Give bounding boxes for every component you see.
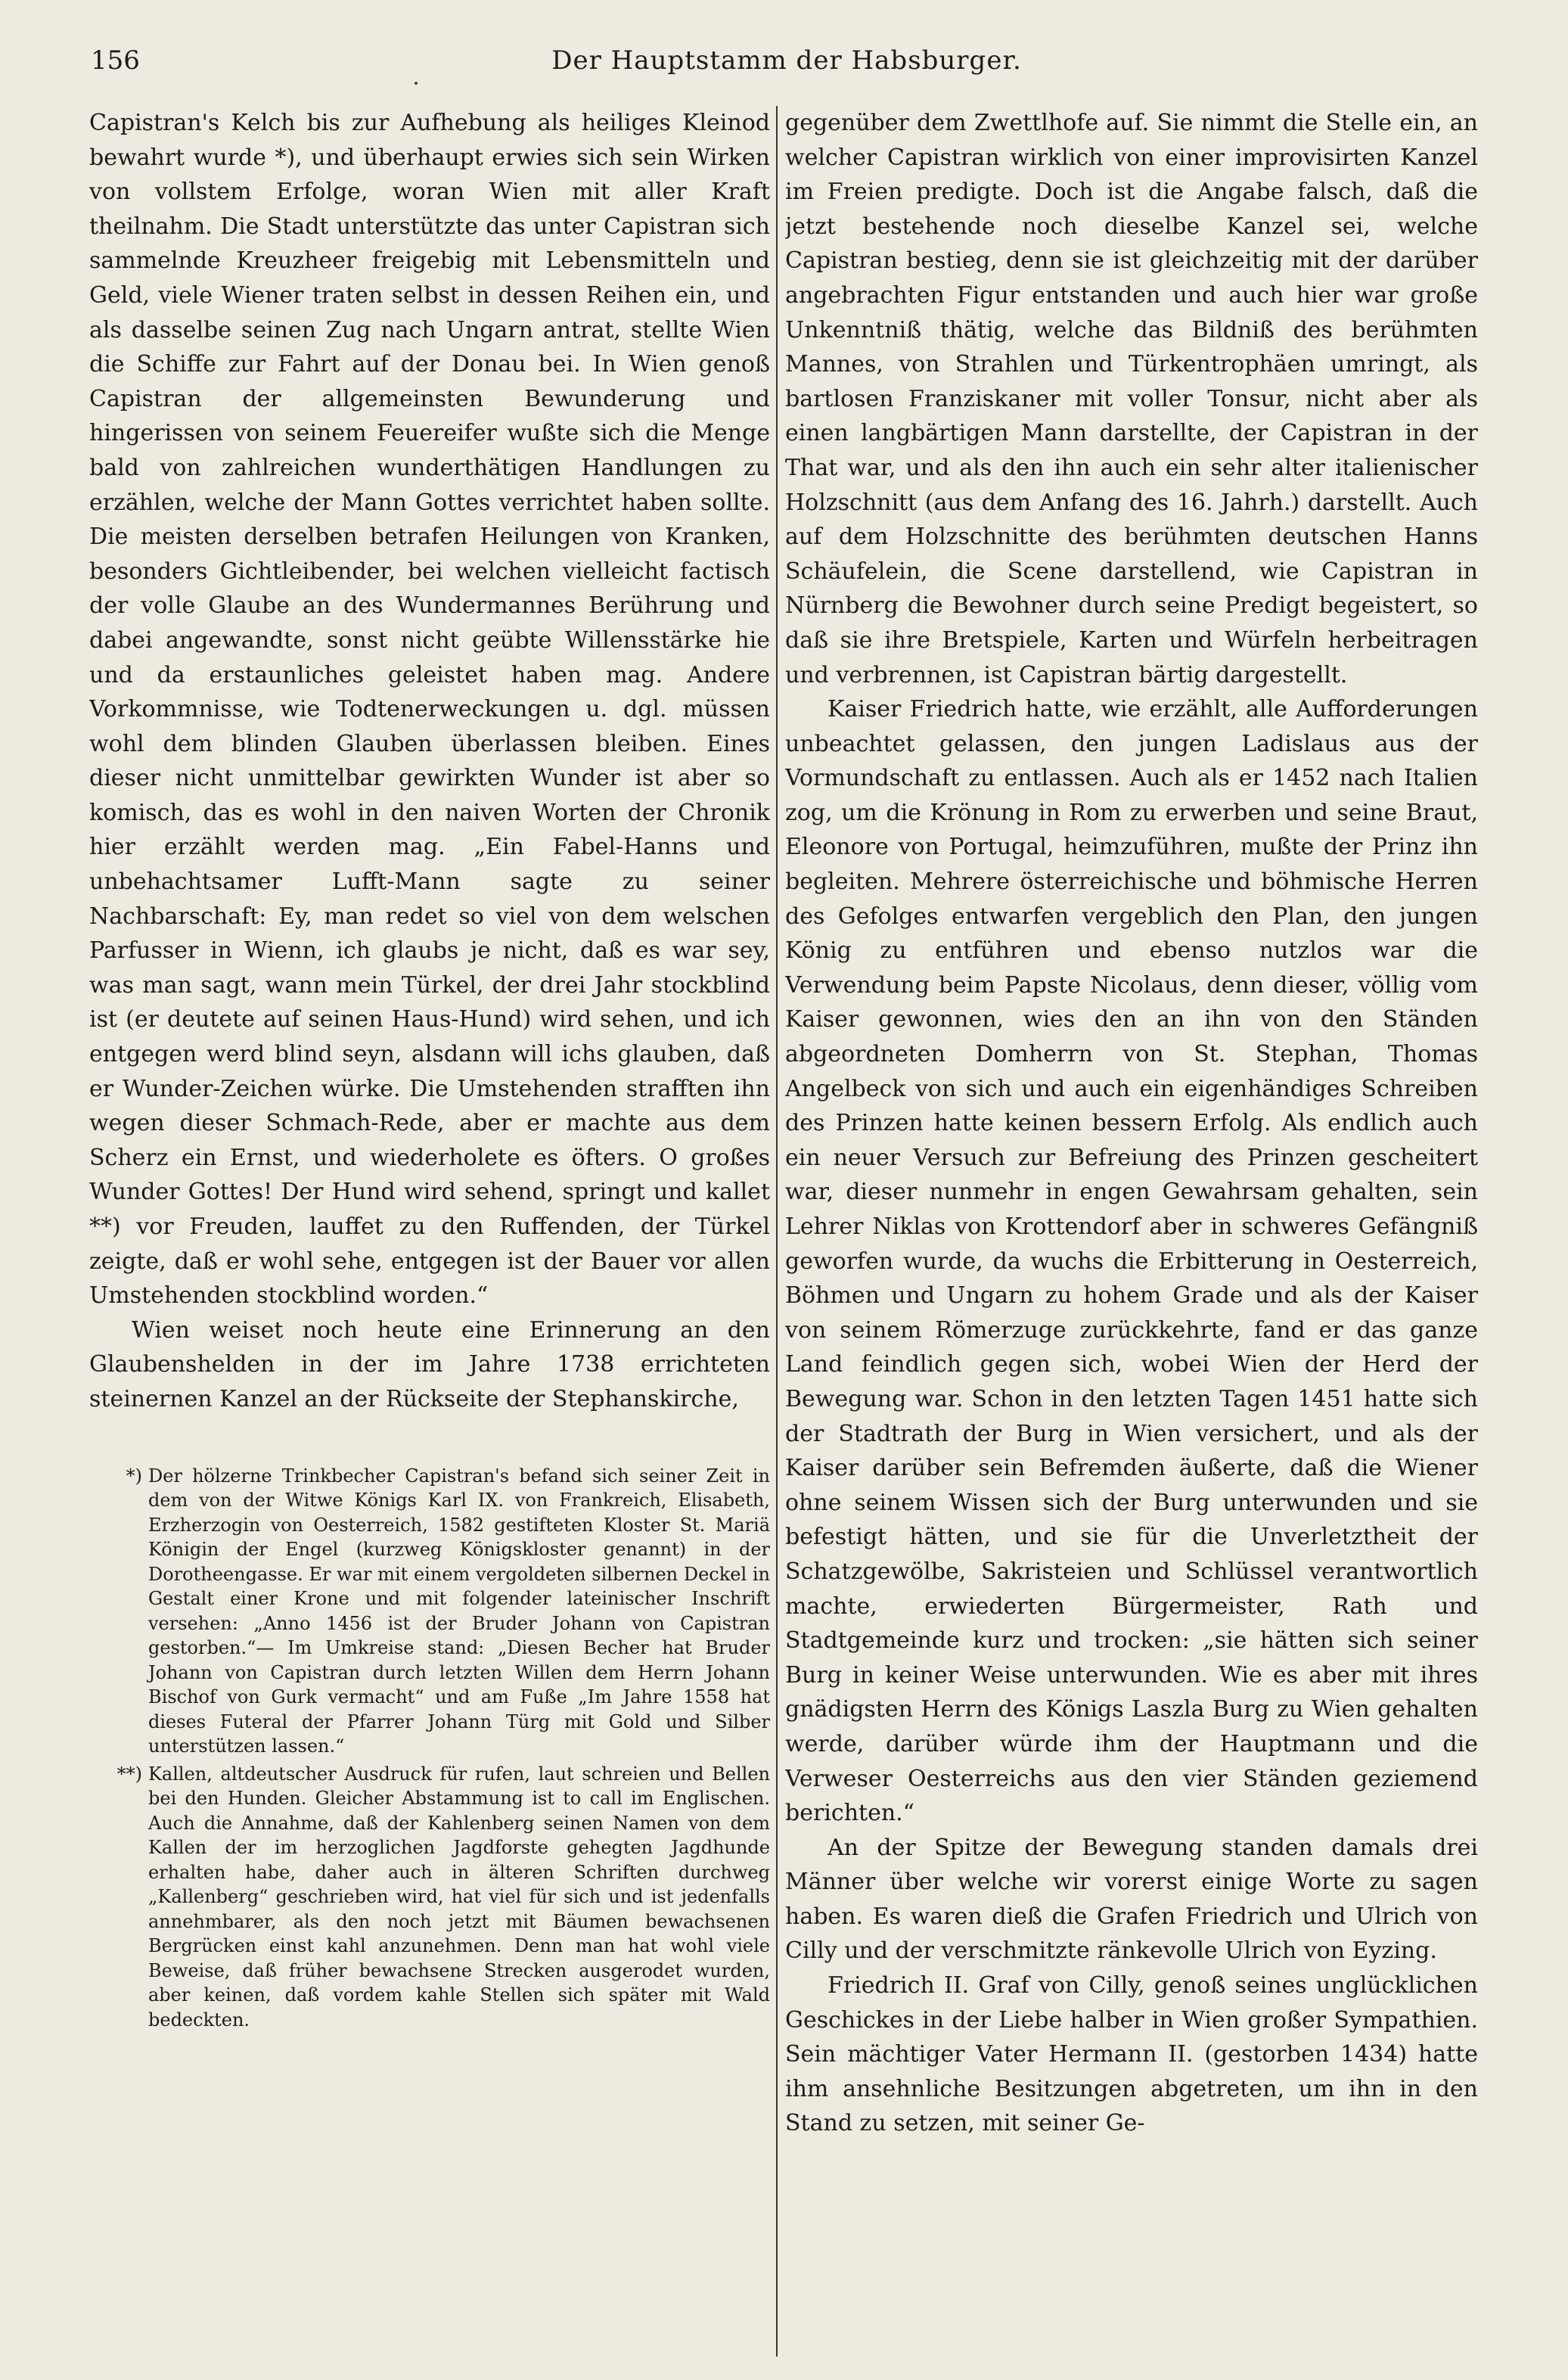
right-body-text	[785, 106, 1478, 2141]
paragraph: Kaiser Friedrich hatte, wie erzählt, alle Aufforderungen unbeachtet gelassen, den jungen Ladislaus aus der Vormundschaft zu entlassen. Auch als er 1452 nach Italien zog, um die Krönung in Rom zu erwerben und seine Braut, Eleonore von Portugal, heimzuführen, mußte der Prinz ihn begleiten. Mehrere österreichische und böhmische Herren des Gefolges entwarfen vergeblich den Plan, den jungen König zu entführen und ebenso nutzlos war die Verwendung beim Papste Nicolaus, denn dieser, völlig vom Kaiser gewonnen, wies den an ihn von den Ständen abgeordneten Domherrn von St. Stephan, Thomas Angelbeck von sich und auch ein eigenhändiges Schreiben des Prinzen hatte keinen bessern Erfolg. Als endlich auch ein neuer Versuch zur Befreiung des Prinzen gescheitert war, dieser nunmehr in engen Gewahrsam gehalten, sein Lehrer Niklas von Krottendorf aber in schweres Gefängniß geworfen wurde, da wuchs die Erbitterung in Oesterreich, Böhmen und Ungarn zu hohem Grade und als der Kaiser von seinem Römerzuge zurückkehrte, fand er das ganze Land feindlich gegen sich, wobei Wien der Herd der Bewegung war. Schon in den letzten Tagen 1451 hatte sich der Stadtrath der Burg in Wien versichert, und als der Kaiser darüber sein Befremden äußerte, daß die Wiener ohne seinem Wissen sich der Burg unterwunden und sie befestigt hätten, und sie für die Unverletztheit der Schatzgewölbe, Sakristeien und Schlüssel verantwortlich machte, erwiederten Bürgermeister, Rath und Stadtgemeinde kurz und trocken: „sie hätten sich seiner Burg in keiner Weise unterwunden. Wie es aber mit ihres gnädigsten Herrn des Königs Laszla Burg zu Wien gehalten werde, darüber würde ihm der Hauptmann und die Verweser Oesterreichs aus den vier Ständen geziemend berichten.“	[785, 696, 1478, 1827]
left-column	[89, 106, 770, 2368]
footnote	[89, 1464, 770, 1759]
footnotes	[89, 1464, 770, 2033]
paragraph: An der Spitze der Bewegung standen damals drei Männer über welche wir vorerst einige Worte zu sagen haben. Es waren dieß die Grafen Friedrich und Ulrich von Cilly und der verschmitzte ränkevolle Ulrich von Eyzing.	[785, 1834, 1478, 1965]
footnote-mark: *)	[126, 1465, 142, 1487]
page-number: 156	[91, 45, 140, 76]
footnote-text: Der hölzerne Trinkbecher Capistran's befand sich seiner Zeit in dem von der Witwe Königs Karl IX. von Frankreich, Elisabeth, Erzherzogin von Oesterreich, 1582 gestifteten Kloster St. Mariä Königin der Engel (kurzweg Königskloster genannt) in der Dorotheengasse. Er war mit einem vergoldeten silbernen Deckel in Gestalt einer Krone und mit folgender lateinischer Inschrift versehen: „Anno 1456 ist der Bruder Johann von Capistran gestorben.“— Im Umkreise stand: „Diesen Becher hat Bruder Johann von Capistran durch letzten Willen dem Herrn Johann Bischof von Gurk vermacht“ und am Fuße „Im Jahre 1558 hat dieses Futeral der Pfarrer Johann Türg mit Gold und Silber unterstützen lassen.“	[148, 1465, 770, 1757]
footnote-text: Kallen, altdeutscher Ausdruck für rufen, laut schreien und Bellen bei den Hunden. Gleicher Abstammung ist to call im Englischen. Auch die Annahme, daß der Kahlenberg seinen Namen von dem Kallen der im herzoglichen Jagdforste gehegten Jagdhunde erhalten habe, daher auch in älteren Schriften durchweg „Kallenberg“ geschrieben wird, hat viel für sich und ist jedenfalls annehmbarer, als den noch jetzt mit Bäumen bewachsenen Bergrücken einst kahl anzunehmen. Denn man hat wohl viele Beweise, daß früher bewachsene Strecken ausgerodet wurden, aber keinen, daß vordem kahle Stellen sich später mit Wald bedeckten.	[148, 1763, 770, 2030]
left-body-text	[89, 106, 770, 1417]
paragraph: Wien weiset noch heute eine Erinnerung an den Glaubenshelden in der im Jahre 1738 errichteten steinernen Kanzel an der Rückseite der Stephanskirche,	[89, 1316, 770, 1412]
paragraph: Friedrich II. Graf von Cilly, genoß seines unglücklichen Geschickes in der Liebe halber in Wien großer Sympathien. Sein mächtiger Vater Hermann II. (gestorben 1434) hatte ihm ansehnliche Besitzungen abgetreten, um ihn in den Stand zu setzen, mit seiner Ge-	[785, 1972, 1478, 2137]
page-header	[91, 44, 1483, 89]
paragraph: gegenüber dem Zwettlhofe auf. Sie nimmt die Stelle ein, an welcher Capistran wirklich von einer improvisirten Kanzel im Freien predigte. Doch ist die Angabe falsch, daß die jetzt bestehende noch dieselbe Kanzel sei, welche Capistran bestieg, denn sie ist gleichzeitig mit der darüber angebrachten Figur entstanden und auch hier war große Unkenntniß thätig, welche das Bildniß des berühmten Mannes, von Strahlen und Türkentrophäen umringt, als bartlosen Franziskaner mit voller Tonsur, nicht aber als einen langbärtigen Mann darstellte, der Capistran in der That war, und als den ihn auch ein sehr alter italienischer Holzschnitt (aus dem Anfang des 16. Jahrh.) darstellt. Auch auf dem Holzschnitte des berühmten deutschen Hanns Schäufelein, die Scene darstellend, wie Capistran in Nürnberg die Bewohner durch seine Predigt begeistert, so daß sie ihre Bretspiele, Karten und Würfeln herbeitragen und verbrennen, ist Capistran bärtig dargestellt.	[785, 110, 1478, 688]
column-divider	[776, 106, 778, 2357]
running-title: Der Hauptstamm der Habsburger.	[551, 45, 1022, 76]
footnote	[89, 1762, 770, 2033]
footnote-mark: **)	[116, 1763, 142, 1785]
paragraph: Capistran's Kelch bis zur Aufhebung als heiliges Kleinod bewahrt wurde *), und überhaupt erwies sich sein Wirken von vollstem Erfolge, woran Wien mit aller Kraft theilnahm. Die Stadt unterstützte das unter Capistran sich sammelnde Kreuzheer freigebig mit Lebensmitteln und Geld, viele Wiener traten selbst in dessen Reihen ein, und als dasselbe seinen Zug nach Ungarn antrat, stellte Wien die Schiffe zur Fahrt auf der Donau bei. In Wien genoß Capistran der allgemeinsten Bewunderung und hingerissen von seinem Feuereifer wußte sich die Menge bald von zahlreichen wunderthätigen Handlungen zu erzählen, welche der Mann Gottes verrichtet haben sollte. Die meisten derselben betrafen Heilungen von Kranken, besonders Gichtleibender, bei welchen vielleicht factisch der volle Glaube an des Wundermannes Berührung und dabei angewandte, sonst nicht geübte Willensstärke hie und da erstaunliches geleistet haben mag. Andere Vorkommnisse, wie Todtenerweckungen u. dgl. müssen wohl dem blinden Glauben überlassen bleiben. Eines dieser nicht unmittelbar gewirkten Wunder ist aber so komisch, das es wohl in den naiven Worten der Chronik hier erzählt werden mag. „Ein Fabel-Hanns und unbehachtsamer Lufft-Mann sagte zu seiner Nachbarschaft: Ey, man redet so viel von dem welschen Parfusser in Wienn, ich glaubs je nicht, daß es war sey, was man sagt, wann mein Türkel, der drei Jahr stockblind ist (er deutete auf seinen Haus-Hund) wird sehen, und ich entgegen werd blind seyn, alsdann will ichs glauben, daß er Wunder-Zeichen würke. Die Umstehenden strafften ihn wegen dieser Schmach-Rede, aber er machte aus dem Scherz ein Ernst, und wiederholete es öfters. O großes Wunder Gottes! Der Hund wird sehend, springt und kallet **) vor Freuden, lauffet zu den Ruffenden, der Türkel zeigte, daß er wohl sehe, entgegen ist der Bauer vor allen Umstehenden stockblind worden.“	[89, 110, 770, 1310]
right-column	[785, 106, 1478, 2368]
decorative-dot	[415, 82, 418, 85]
